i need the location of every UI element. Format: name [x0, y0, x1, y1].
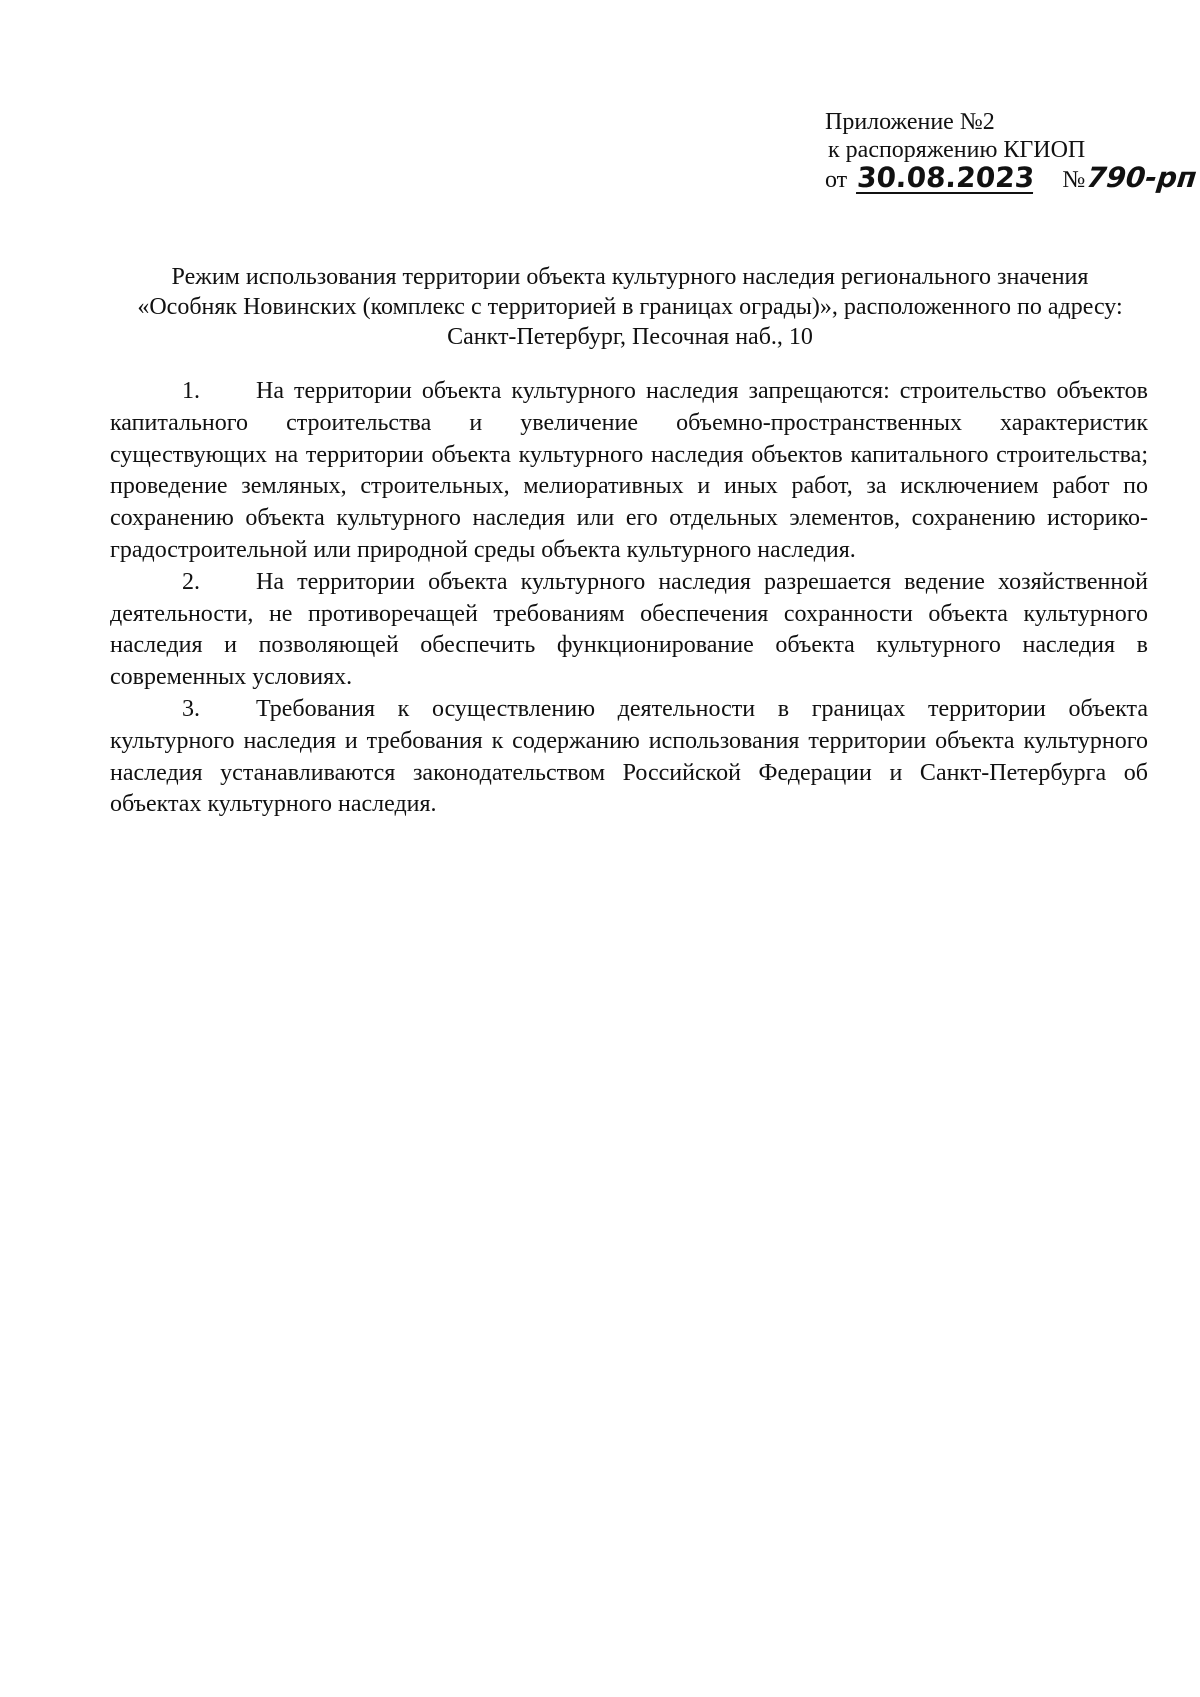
paragraph-number: 2.	[182, 568, 200, 595]
title-line-3: Санкт-Петербург, Песочная наб., 10	[447, 324, 813, 350]
document-body	[110, 376, 1148, 821]
paragraph-2	[110, 567, 1148, 694]
document-title	[110, 262, 1150, 352]
paragraph-1	[110, 376, 1148, 567]
paragraph-number: 3.	[182, 695, 200, 722]
date-prefix: от	[825, 167, 848, 193]
handwritten-date: 30.08.2023	[856, 161, 1036, 194]
paragraph-text: Требования к осуществлению деятельности в границах территории объекта культурного наследия и требования к содержанию использования территории объекта культурного наследия устанавливаются законодательством Российской Федерации и Санкт-Петербурга об объектах культурного наследия.	[110, 695, 1148, 818]
handwritten-order-number: 790-рп	[1085, 161, 1199, 194]
paragraph-text: На территории объекта культурного наследия разрешается ведение хозяйственной деятельности, не противоречащей требованиям обеспечения сохранности объекта культурного наследия и позволяющей обеспечить функционирование объекта культурного наследия в современных условиях.	[110, 568, 1148, 691]
paragraph-text: На территории объекта культурного наследия запрещаются: строительство объектов капитального строительства и увеличение объемно-пространственных характеристик существующих на территории объекта культурного наследия объектов капитального строительства; проведение земляных, строительных, мелиоративных и иных работ, за исключением работ по сохранению объекта культурного наследия или его отдельных элементов, сохранению историко-градостроительной или природной среды объекта культурного наследия.	[110, 378, 1148, 563]
number-sign: №	[1062, 167, 1086, 193]
paragraph-3	[110, 694, 1148, 821]
order-reference: к распоряжению КГИОП	[828, 137, 1086, 163]
title-line-2: «Особняк Новинских (комплекс с территорией в границах ограды)», расположенного по адресу:	[137, 294, 1123, 320]
paragraph-number: 1.	[182, 378, 200, 404]
appendix-header	[825, 108, 1199, 200]
appendix-label: Приложение №2	[825, 109, 995, 135]
order-date-number	[825, 161, 1199, 200]
title-line-1: Режим использования территории объекта культурного наследия регионального значения	[171, 264, 1089, 290]
